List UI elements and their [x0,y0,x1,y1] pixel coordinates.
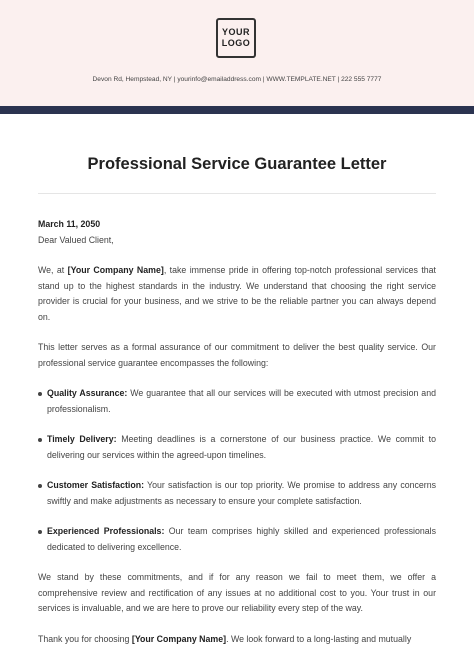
guarantee-label: Timely Delivery: [47,434,117,444]
logo-line-2: LOGO [221,38,251,48]
letter-title: Professional Service Guarantee Letter [87,155,387,173]
list-item [38,524,436,555]
letter-body [38,217,436,647]
commitment-paragraph: We stand by these commitments, and if for any reason we fail to meet them, we offer a comprehensive review and rectification of any issues at no additional cost to you. Your trust in our services is invaluable, and we are here to prove our reliability every step of the way. [38,572,436,613]
letterhead [0,0,474,106]
intro-text-end: , take immense pride in offering top-notch professional services that stand up to the highest standards in the industry. We understand that choosing the right service provider is crucial for your business, and we strive to be the reliable partner you can always depend on. [38,265,436,322]
header-divider-bar [0,106,474,114]
title-rule [38,193,436,194]
guarantee-text: Your satisfaction is our top priority. We promise to address any concerns swiftly and make adjustments as necessary to ensure your complete satisfaction. [47,480,437,506]
guarantee-text: Our team comprises highly skilled and experienced professionals dedicated to delivering excellence. [47,526,436,552]
company-name-placeholder: [Your Company Name] [67,265,164,275]
salutation: Dear Valued Client, [38,234,114,245]
guarantee-label: Experienced Professionals: [47,526,165,536]
closing-text-start: Thank you for choosing [38,633,132,644]
guarantee-label: Quality Assurance: [47,388,128,398]
closing-paragraph [38,632,436,648]
guarantee-label: Customer Satisfaction: [47,480,145,490]
company-name-placeholder: [Your Company Name] [131,633,227,644]
intro-paragraph [38,263,436,325]
contact-info: Devon Rd, Hempstead, NY | yourinfo@emailaddress.com | WWW.TEMPLATE.NET | 222 555 7777 [92,76,382,83]
list-item [38,432,436,463]
guarantee-list [38,386,436,555]
list-item [38,386,436,417]
guarantee-text: We guarantee that all our services will be executed with utmost precision and professionalism. [47,388,436,414]
logo-line-1: YOUR [221,27,250,37]
intro-text-start: We, at [38,265,68,275]
list-item [38,478,436,509]
company-logo [216,18,256,58]
assurance-paragraph: This letter serves as a formal assurance of our commitment to deliver the best quality service. Our professional service guarantee encompasses the following: [38,342,436,368]
closing-text-end: . We look forward to a long-lasting and mutually [226,633,412,644]
letter-date: March 11, 2050 [38,219,101,229]
guarantee-text: Meeting deadlines is a cornerstone of our business practice. We commit to delivering our services within the agreed-upon timelines. [47,434,436,460]
